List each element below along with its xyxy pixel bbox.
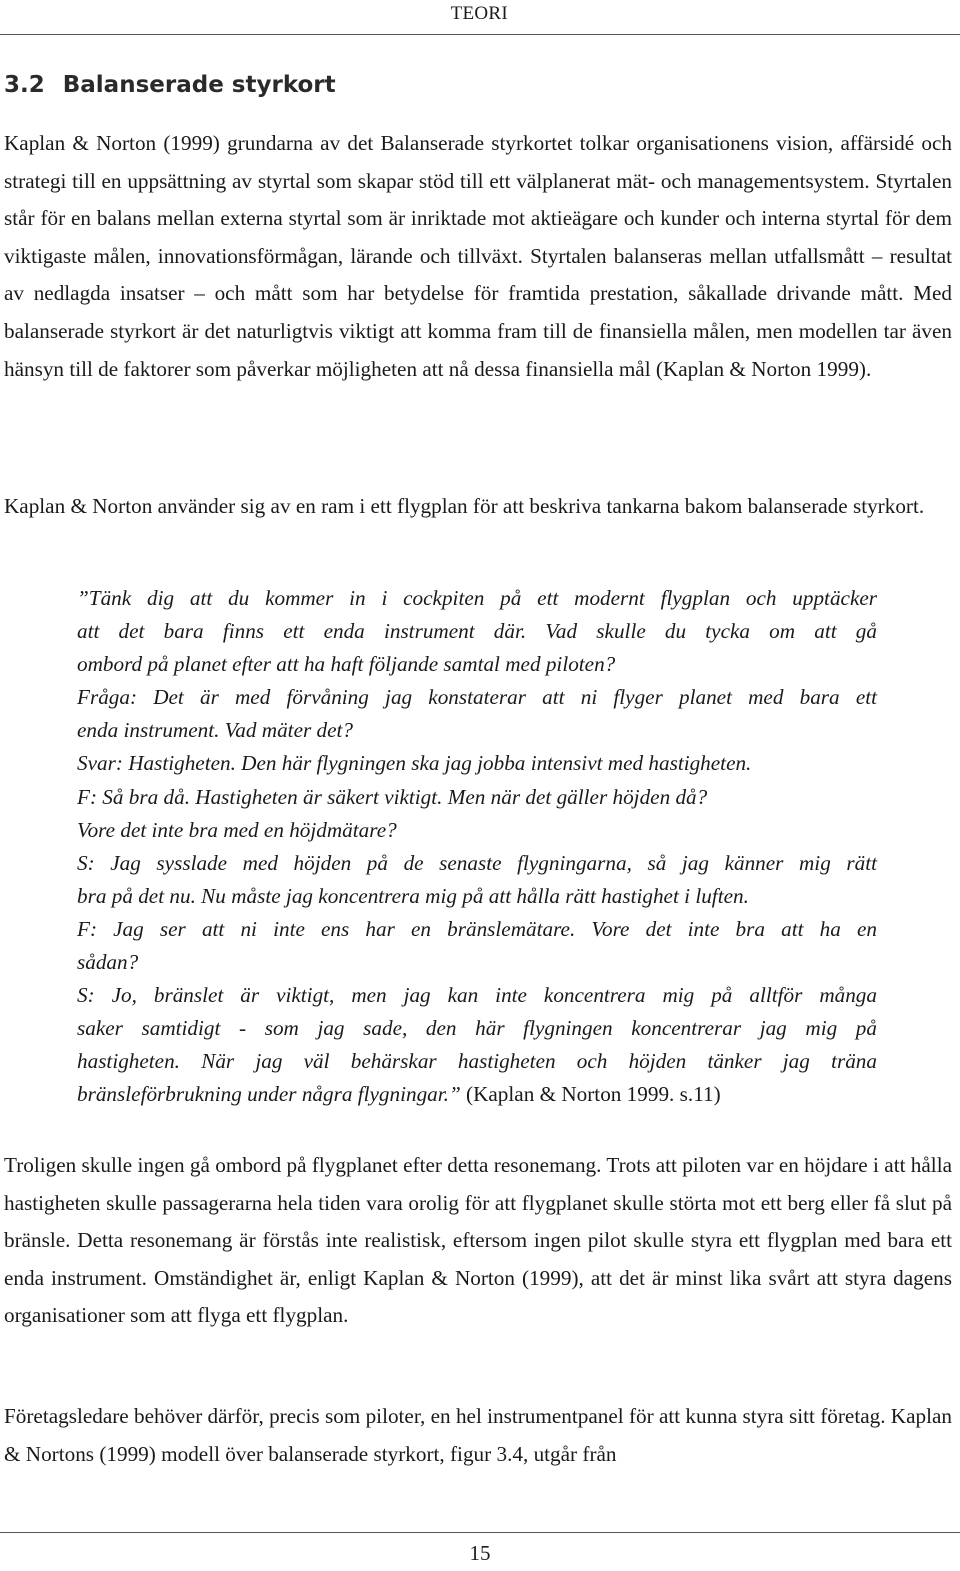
paragraph-intro: Kaplan & Norton (1999) grundarna av det Balanserade styrkortet tolkar organisationens vision, affärsidé och strategi till en uppsättning av styrtal som skapar stöd till ett välplanerat mät- och managementsystem. Styrtalen står för en balans mellan externa styrtal som är inriktade mot aktieägare och kunder och interna styrtal för dem viktigaste målen, innovationsförmågan, lärande och tillväxt. Styrtalen balanseras mellan utfallsmått – resultat av nedlagda insatser – och mått som har betydelse för framtida prestation, såkallade drivande mått. Med balanserade styrkort är det naturligtvis viktigt att komma fram till de finansiella målen, men modellen tar även hänsyn till de faktorer som påverkar möjligheten att nå dessa finansiella mål (Kaplan & Norton 1999). [4, 131, 952, 381]
quote-line: bra på det nu. Nu måste jag koncentrera mig på att hålla rätt hastighet i luften. [77, 883, 749, 908]
section-heading [4, 72, 336, 98]
quote-line: ”Tänk dig att du kommer in i cockpiten på ett modernt flygplan och upptäcker [77, 586, 877, 610]
quote-line: bränsleförbrukning under några flygningar.” [77, 1082, 461, 1107]
quote-line: S: Jag sysslade med höjden på de senaste flygningarna, så jag känner mig rätt [77, 850, 877, 875]
quote-line: hastigheten. När jag väl behärskar hastigheten och höjden tänker jag träna [77, 1049, 877, 1074]
quote-line: sådan? [77, 950, 139, 975]
paragraph-airplane-intro: Kaplan & Norton använder sig av en ram i ett flygplan för att beskriva tankarna bakom balanserade styrkort. [4, 494, 925, 518]
quote-line: Fråga: Det är med förvåning jag konstaterar att ni flyger planet med bara ett [77, 685, 877, 710]
section-number: 3.2 [4, 72, 45, 98]
running-header-label: TEORI [450, 3, 508, 24]
paragraph-conclusion: Företagsledare behöver därför, precis som piloter, en hel instrumentpanel för att kunna styra sitt företag. Kaplan & Nortons (1999) modell över balanserade styrkort, figur 3.4, utgår från [4, 1404, 952, 1466]
quote-line: att det bara finns ett enda instrument där. Vad skulle du tycka om att gå [77, 619, 877, 644]
quote-line: Vore det inte bra med en höjdmätare? [77, 817, 397, 842]
quote-line: S: Jo, bränslet är viktigt, men jag kan inte koncentrera mig på alltför många [77, 983, 877, 1008]
paragraph-discussion: Troligen skulle ingen gå ombord på flygplanet efter detta resonemang. Trots att piloten var en höjdare i att hålla hastigheten skulle passagerarna hela tiden vara orolig för att flygplanet skulle störta mot ett berg eller få slut på bränsle. Detta resonemang är förstås inte realistisk, eftersom ingen pilot skulle styra ett flygplan med bara ett enda instrument. Omständighet är, enligt Kaplan & Norton (1999), att det är minst lika svårt att styra dagens organisationer som att flyga ett flygplan. [4, 1153, 952, 1328]
block-quote [77, 582, 877, 1112]
quote-line: F: Jag ser att ni inte ens har en bränslemätare. Vore det inte bra att ha en [77, 916, 877, 941]
footer-divider [0, 1532, 960, 1533]
quote-line: Svar: Hastigheten. Den här flygningen ska jag jobba intensivt med hastigheten. [77, 751, 752, 776]
quote-line: saker samtidigt - som jag sade, den här flygningen koncentrerar jag mig på [77, 1016, 877, 1041]
page-number: 15 [469, 1541, 491, 1565]
section-title: Balanserade styrkort [62, 72, 336, 98]
quote-line: F: Så bra då. Hastigheten är säkert viktigt. Men när det gäller höjden då? [77, 784, 708, 809]
page-header [0, 0, 960, 35]
quote-citation: (Kaplan & Norton 1999. s.11) [466, 1082, 721, 1107]
quote-line: ombord på planet efter att ha haft följande samtal med piloten? [77, 652, 616, 677]
quote-line: enda instrument. Vad mäter det? [77, 718, 353, 743]
quote-last-line [77, 1078, 877, 1111]
